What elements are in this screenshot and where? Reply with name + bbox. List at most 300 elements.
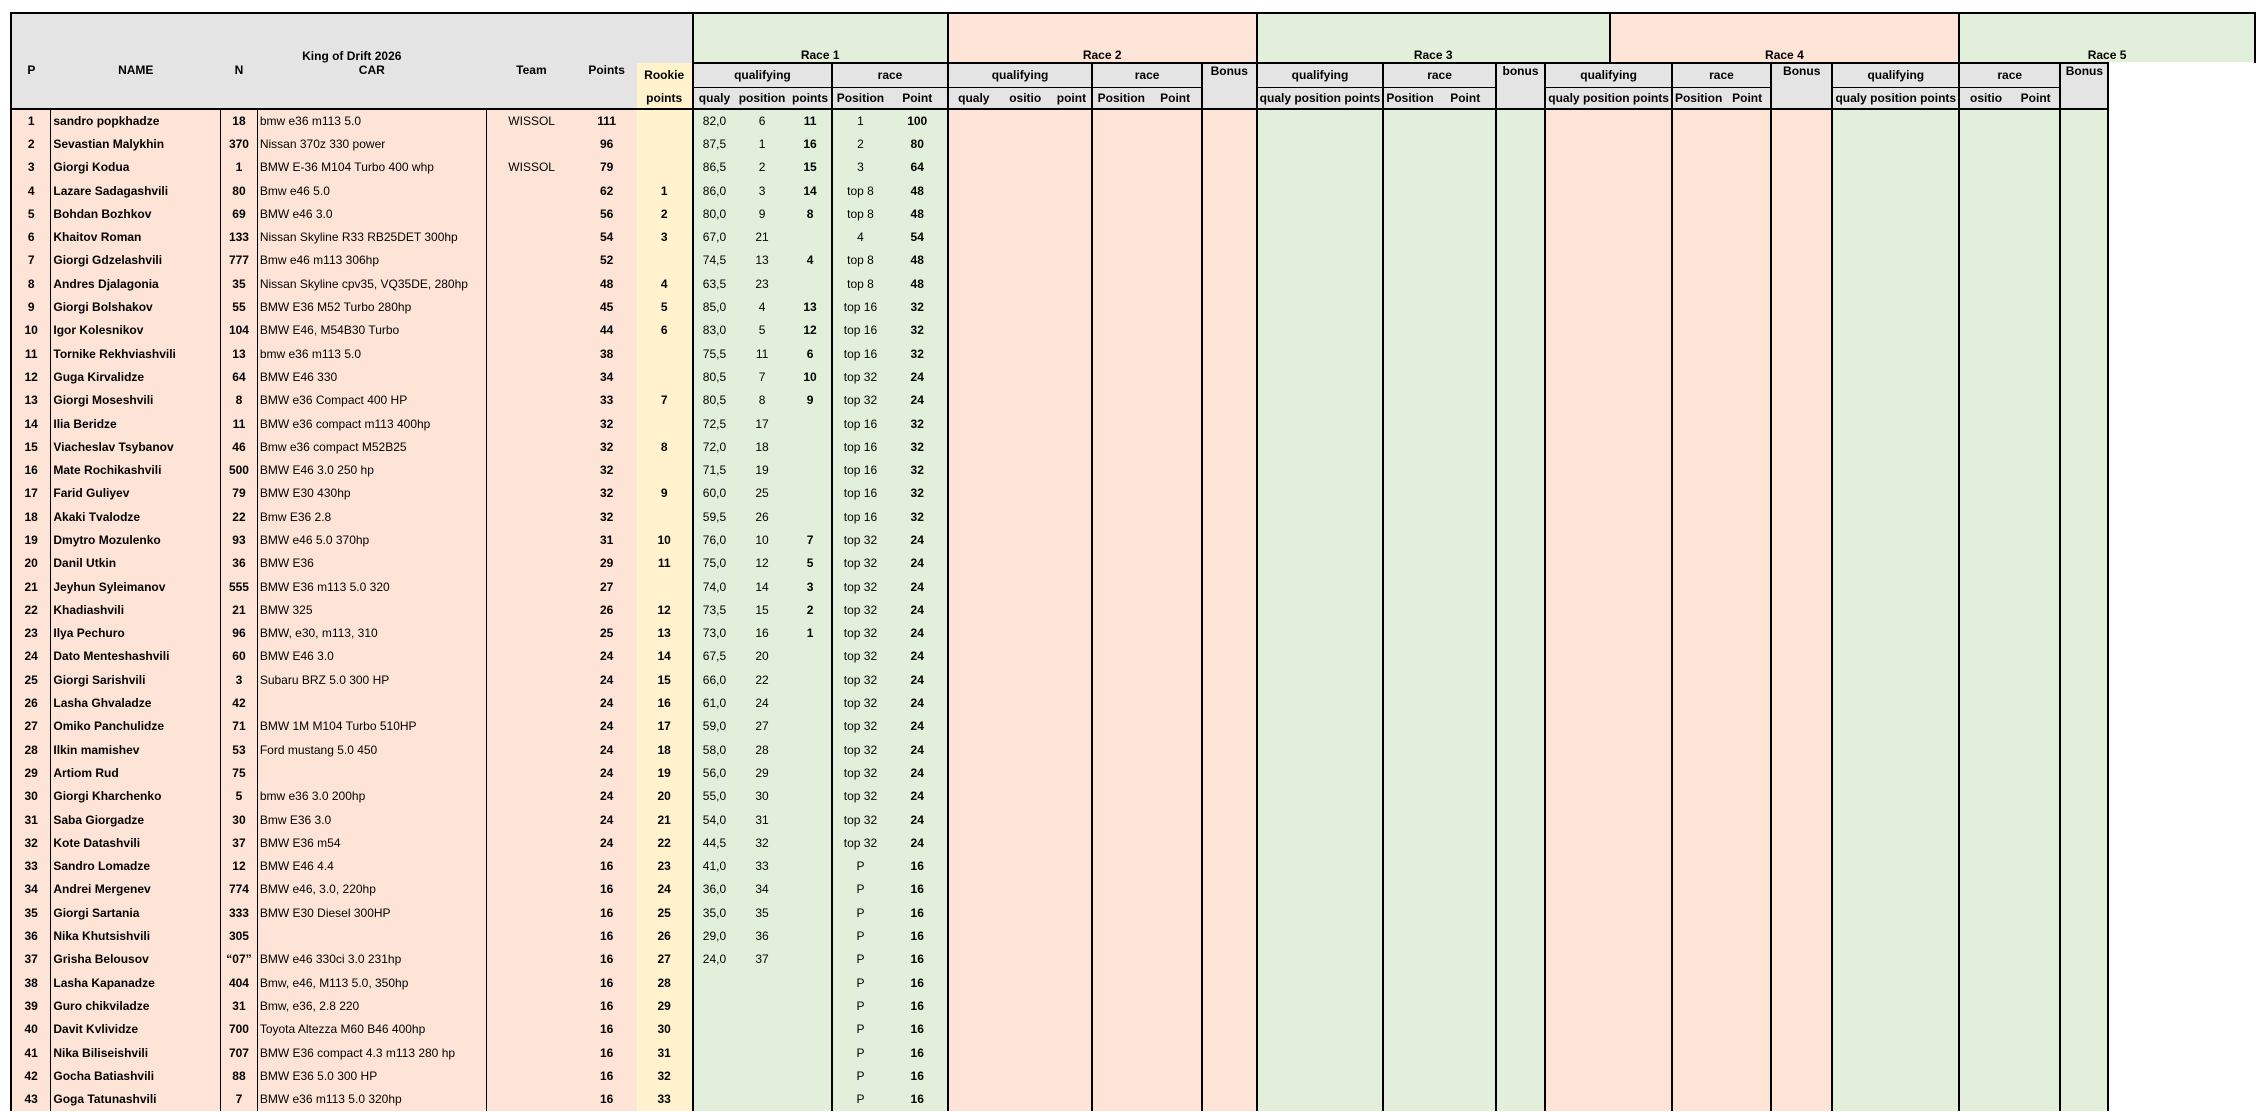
r1-qualy-position-cell: 10 bbox=[735, 528, 788, 551]
r4-bonus-cell bbox=[1771, 901, 1832, 924]
r3-qualy-cell bbox=[1257, 831, 1323, 854]
r1-qualy-position-cell: 22 bbox=[735, 668, 788, 691]
car-cell bbox=[257, 924, 486, 947]
r3-bonus-cell bbox=[1496, 249, 1546, 272]
r2-bonus-cell bbox=[1202, 808, 1257, 831]
r5-qualy-position-cell bbox=[1892, 505, 1959, 528]
r2-qualy-cell bbox=[948, 202, 999, 225]
r1-race-position-cell: P bbox=[832, 878, 887, 901]
r1-qualy-points-cell: 8 bbox=[789, 202, 833, 225]
name-cell: Mate Rochikashvili bbox=[51, 458, 221, 481]
r3-qualy-cell bbox=[1257, 1087, 1323, 1110]
table-row bbox=[11, 179, 2255, 202]
col-header-team: Team bbox=[486, 63, 576, 109]
car-cell: Bmw e46 m113 306hp bbox=[257, 249, 486, 272]
r2-qualy-cell bbox=[948, 761, 999, 784]
r3-race-point-cell bbox=[1436, 132, 1496, 155]
r5-race-position-cell bbox=[1959, 528, 2012, 551]
r2-qualy-position-cell bbox=[999, 505, 1052, 528]
r4-bonus-cell bbox=[1771, 552, 1832, 575]
r3-bonus-cell bbox=[1496, 272, 1546, 295]
r3-qualy-cell bbox=[1257, 225, 1323, 248]
r4-qualy-cell bbox=[1545, 691, 1609, 714]
r2-qualy-cell bbox=[948, 901, 999, 924]
r4-race-position-cell bbox=[1672, 715, 1724, 738]
r5-qualy-position-cell bbox=[1892, 971, 1959, 994]
r1-qualy-position-cell: 16 bbox=[735, 622, 788, 645]
r5-race-point-cell bbox=[2012, 412, 2060, 435]
table-row bbox=[11, 365, 2255, 388]
points-cell: 32 bbox=[577, 458, 637, 481]
r1-qualy-cell: 58,0 bbox=[693, 738, 736, 761]
r1-qualy-position-cell: 4 bbox=[735, 295, 788, 318]
r3-race-point-cell bbox=[1436, 272, 1496, 295]
r5-race-point-cell bbox=[2012, 994, 2060, 1017]
name-cell: Goga Tatunashvili bbox=[51, 1087, 221, 1110]
r2-qualy-cell bbox=[948, 622, 999, 645]
r2-qualy-cell bbox=[948, 179, 999, 202]
team-cell bbox=[486, 761, 576, 784]
r5-qualy-position-cell bbox=[1892, 1064, 1959, 1087]
r1-qualy-position-cell: 6 bbox=[735, 109, 788, 132]
r3-qualy-position-cell bbox=[1323, 1041, 1383, 1064]
position-cell: 34 bbox=[11, 878, 51, 901]
name-cell: Giorgi Sarishvili bbox=[51, 668, 221, 691]
r5-qualy-position-cell bbox=[1892, 1041, 1959, 1064]
r2-qualy-position-cell bbox=[999, 971, 1052, 994]
r1-race-point-cell: 100 bbox=[888, 109, 948, 132]
r5-qualy-cell bbox=[1832, 738, 1891, 761]
r4-bonus-cell bbox=[1771, 435, 1832, 458]
r3-qualy-position-cell bbox=[1323, 179, 1383, 202]
car-cell: Bmw E36 3.0 bbox=[257, 808, 486, 831]
r3-qualy-cell bbox=[1257, 365, 1323, 388]
r2-bonus-cell bbox=[1202, 645, 1257, 668]
r5-qualy-position-cell bbox=[1892, 994, 1959, 1017]
r1-race-point-cell: 32 bbox=[888, 412, 948, 435]
r3-qualy-cell bbox=[1257, 691, 1323, 714]
r5-qualy-cell bbox=[1832, 691, 1891, 714]
r2-bonus-cell bbox=[1202, 878, 1257, 901]
r5-bonus-cell bbox=[2060, 272, 2108, 295]
r2-qualy-points-cell bbox=[1052, 458, 1093, 481]
r4-race-position-cell bbox=[1672, 202, 1724, 225]
r5-race-position-cell bbox=[1959, 901, 2012, 924]
r5-qualy-cell bbox=[1832, 272, 1891, 295]
r3-race-point-header: Point bbox=[1436, 87, 1496, 109]
r2-qualy-position-cell bbox=[999, 831, 1052, 854]
r2-qualy-points-cell bbox=[1052, 552, 1093, 575]
r2-race-position-cell bbox=[1092, 225, 1149, 248]
r3-race-point-cell bbox=[1436, 295, 1496, 318]
table-row bbox=[11, 668, 2255, 691]
r4-bonus-cell bbox=[1771, 1064, 1832, 1087]
r4-qualy-position-cell bbox=[1610, 412, 1672, 435]
r5-race-point-cell bbox=[2012, 272, 2060, 295]
r5-bonus-cell bbox=[2060, 295, 2108, 318]
r5-bonus-cell bbox=[2060, 389, 2108, 412]
r1-race-position-cell: P bbox=[832, 994, 887, 1017]
name-cell: Khaitov Roman bbox=[51, 225, 221, 248]
r1-qualy-cell: 54,0 bbox=[693, 808, 736, 831]
r5-qualy-position-cell bbox=[1892, 575, 1959, 598]
r3-race-position-cell bbox=[1383, 738, 1435, 761]
r1-qualy-points-cell bbox=[789, 831, 833, 854]
r2-bonus-cell bbox=[1202, 855, 1257, 878]
r5-race-position-cell bbox=[1959, 132, 2012, 155]
r2-qualy-cell bbox=[948, 785, 999, 808]
r2-qualy-cell bbox=[948, 831, 999, 854]
r2-bonus-cell bbox=[1202, 994, 1257, 1017]
r1-race-point-cell: 24 bbox=[888, 785, 948, 808]
points-cell: 52 bbox=[577, 249, 637, 272]
r2-race-point-cell bbox=[1149, 156, 1202, 179]
r3-qualy-cell bbox=[1257, 412, 1323, 435]
position-cell: 32 bbox=[11, 831, 51, 854]
team-cell bbox=[486, 458, 576, 481]
r2-race-position-cell bbox=[1092, 435, 1149, 458]
r4-bonus-cell bbox=[1771, 715, 1832, 738]
r1-race-position-cell: P bbox=[832, 1087, 887, 1110]
r4-race-position-cell bbox=[1672, 225, 1724, 248]
r5-race-position-cell bbox=[1959, 1041, 2012, 1064]
r4-qualy-cell bbox=[1545, 598, 1609, 621]
table-row bbox=[11, 272, 2255, 295]
r4-qualy-position-cell bbox=[1610, 1041, 1672, 1064]
r3-race-point-cell bbox=[1436, 458, 1496, 481]
r1-race-point-cell: 16 bbox=[888, 855, 948, 878]
r3-race-position-cell bbox=[1383, 225, 1435, 248]
r4-bonus-cell bbox=[1771, 785, 1832, 808]
r4-qualy-position-cell bbox=[1610, 785, 1672, 808]
car-cell: Bmw e46 5.0 bbox=[257, 179, 486, 202]
r3-race-point-cell bbox=[1436, 249, 1496, 272]
r2-race-point-cell bbox=[1149, 691, 1202, 714]
r3-qualy-position-cell bbox=[1323, 319, 1383, 342]
name-cell: Lasha Ghvaladze bbox=[51, 691, 221, 714]
r2-race-position-cell bbox=[1092, 295, 1149, 318]
points-cell: 32 bbox=[577, 505, 637, 528]
r3-qualy-cell bbox=[1257, 598, 1323, 621]
r1-qualy-points-cell bbox=[789, 482, 833, 505]
r3-bonus-cell bbox=[1496, 505, 1546, 528]
r4-race-point-cell bbox=[1724, 225, 1771, 248]
points-cell: 44 bbox=[577, 319, 637, 342]
r3-bonus-cell bbox=[1496, 389, 1546, 412]
r2-qualy-cell bbox=[948, 552, 999, 575]
number-cell: 37 bbox=[221, 831, 258, 854]
r5-race-point-cell bbox=[2012, 342, 2060, 365]
r5-qualy-cell bbox=[1832, 878, 1891, 901]
r5-qualy-position-cell bbox=[1892, 715, 1959, 738]
r1-qualy-position-cell: 24 bbox=[735, 691, 788, 714]
number-cell: 36 bbox=[221, 552, 258, 575]
r5-race-point-cell bbox=[2012, 505, 2060, 528]
r5-qualy-cell bbox=[1832, 948, 1891, 971]
r4-race-position-cell bbox=[1672, 435, 1724, 458]
name-cell: Gocha Batiashvili bbox=[51, 1064, 221, 1087]
r3-qualy-position-cell bbox=[1323, 272, 1383, 295]
team-cell bbox=[486, 225, 576, 248]
r1-qualy-points-cell: 1 bbox=[789, 622, 833, 645]
r4-qualy-cell bbox=[1545, 319, 1609, 342]
r1-qualy-cell: 82,0 bbox=[693, 109, 736, 132]
r1-qualy-points-cell bbox=[789, 878, 833, 901]
r1-race-header: race bbox=[832, 63, 947, 87]
r5-qualy-cell bbox=[1832, 435, 1891, 458]
r3-qualy-position-cell bbox=[1323, 715, 1383, 738]
name-cell: Giorgi Sartania bbox=[51, 901, 221, 924]
r4-qualy-cell bbox=[1545, 365, 1609, 388]
r3-qualy-position-cell bbox=[1323, 1018, 1383, 1041]
r2-qualy-points-cell bbox=[1052, 598, 1093, 621]
r1-qualy-position-cell: 9 bbox=[735, 202, 788, 225]
table-row bbox=[11, 831, 2255, 854]
table-row bbox=[11, 948, 2255, 971]
rookie-points-cell: 26 bbox=[637, 924, 693, 947]
r1-race-point-cell: 24 bbox=[888, 761, 948, 784]
r1-race-point-cell: 32 bbox=[888, 458, 948, 481]
r4-bonus-cell bbox=[1771, 365, 1832, 388]
table-row bbox=[11, 878, 2255, 901]
r4-bonus-cell bbox=[1771, 202, 1832, 225]
number-cell: 777 bbox=[221, 249, 258, 272]
r3-race-position-cell bbox=[1383, 505, 1435, 528]
r4-race-point-cell bbox=[1724, 1018, 1771, 1041]
table-row bbox=[11, 156, 2255, 179]
r1-qualy-position-cell: 32 bbox=[735, 831, 788, 854]
number-cell: 88 bbox=[221, 1064, 258, 1087]
r4-race-position-cell bbox=[1672, 738, 1724, 761]
rookie-points-cell: 21 bbox=[637, 808, 693, 831]
r3-race-position-cell bbox=[1383, 109, 1435, 132]
r3-qualy-position-cell bbox=[1323, 1064, 1383, 1087]
r3-race-position-cell bbox=[1383, 342, 1435, 365]
r2-race-position-cell bbox=[1092, 948, 1149, 971]
table-row bbox=[11, 808, 2255, 831]
r3-race-position-cell bbox=[1383, 901, 1435, 924]
r2-qualy-cell bbox=[948, 808, 999, 831]
r1-race-position-cell: 2 bbox=[832, 132, 887, 155]
r4-race-position-cell bbox=[1672, 808, 1724, 831]
r3-bonus-cell bbox=[1496, 785, 1546, 808]
race-2-header: Race 2 bbox=[948, 13, 1257, 63]
r3-qualy-cell bbox=[1257, 924, 1323, 947]
r5-qualy-position-cell bbox=[1892, 668, 1959, 691]
r2-qualy-cell bbox=[948, 1018, 999, 1041]
position-cell: 33 bbox=[11, 855, 51, 878]
r3-race-point-cell bbox=[1436, 505, 1496, 528]
points-cell: 16 bbox=[577, 971, 637, 994]
r4-race-header: race bbox=[1672, 63, 1771, 87]
team-cell bbox=[486, 389, 576, 412]
team-cell bbox=[486, 738, 576, 761]
r1-qualy-position-cell: 3 bbox=[735, 179, 788, 202]
r1-race-position-cell: top 8 bbox=[832, 202, 887, 225]
r3-race-position-cell bbox=[1383, 458, 1435, 481]
rookie-points-cell: 30 bbox=[637, 1018, 693, 1041]
r3-race-position-cell bbox=[1383, 645, 1435, 668]
r3-qualy-position-cell bbox=[1323, 132, 1383, 155]
r5-bonus-cell bbox=[2060, 878, 2108, 901]
r5-qualy-position-cell bbox=[1892, 435, 1959, 458]
name-cell: Sandro Lomadze bbox=[51, 855, 221, 878]
r2-bonus-cell bbox=[1202, 365, 1257, 388]
r4-race-position-cell bbox=[1672, 1018, 1724, 1041]
r2-qualy-cell bbox=[948, 1041, 999, 1064]
position-cell: 23 bbox=[11, 622, 51, 645]
table-row bbox=[11, 482, 2255, 505]
number-cell: 96 bbox=[221, 622, 258, 645]
r1-qualy-position-cell bbox=[735, 971, 788, 994]
r5-bonus-cell bbox=[2060, 365, 2108, 388]
r5-race-point-cell bbox=[2012, 831, 2060, 854]
r3-race-point-cell bbox=[1436, 1018, 1496, 1041]
r3-race-point-cell bbox=[1436, 1087, 1496, 1110]
car-cell: Nissan 370z 330 power bbox=[257, 132, 486, 155]
rookie-points-cell: 16 bbox=[637, 691, 693, 714]
r5-race-point-cell bbox=[2012, 761, 2060, 784]
r2-race-point-cell bbox=[1149, 738, 1202, 761]
r2-qualy-points-cell bbox=[1052, 901, 1093, 924]
r3-race-position-cell bbox=[1383, 319, 1435, 342]
r1-qualy-cell: 36,0 bbox=[693, 878, 736, 901]
r3-race-position-cell bbox=[1383, 831, 1435, 854]
points-cell: 24 bbox=[577, 645, 637, 668]
r4-race-point-cell bbox=[1724, 505, 1771, 528]
number-cell: 555 bbox=[221, 575, 258, 598]
r1-qualy-cell: 75,0 bbox=[693, 552, 736, 575]
r4-race-point-cell bbox=[1724, 622, 1771, 645]
car-cell: BMW e36 m113 5.0 320hp bbox=[257, 1087, 486, 1110]
car-cell: Bmw, e36, 2.8 220 bbox=[257, 994, 486, 1017]
r1-qualy-points-cell bbox=[789, 715, 833, 738]
r5-qualy-position-cell bbox=[1892, 808, 1959, 831]
r2-qualy-position-cell bbox=[999, 179, 1052, 202]
r5-race-position-cell bbox=[1959, 808, 2012, 831]
r4-qualy-cell bbox=[1545, 412, 1609, 435]
r4-race-point-cell bbox=[1724, 924, 1771, 947]
r5-race-position-cell bbox=[1959, 179, 2012, 202]
r3-race-point-cell bbox=[1436, 761, 1496, 784]
r1-race-position-cell: top 16 bbox=[832, 295, 887, 318]
team-cell bbox=[486, 994, 576, 1017]
r1-race-point-cell: 24 bbox=[888, 808, 948, 831]
r4-race-position-header: Position bbox=[1672, 87, 1724, 109]
r2-race-point-cell bbox=[1149, 1018, 1202, 1041]
r5-race-point-cell bbox=[2012, 1064, 2060, 1087]
r4-race-position-cell bbox=[1672, 785, 1724, 808]
car-cell: Ford mustang 5.0 450 bbox=[257, 738, 486, 761]
car-cell: BMW E46, M54B30 Turbo bbox=[257, 319, 486, 342]
r1-qualy-points-cell: 9 bbox=[789, 389, 833, 412]
r2-race-position-cell bbox=[1092, 109, 1149, 132]
r5-qualy-cell bbox=[1832, 225, 1891, 248]
r3-qualy-cell bbox=[1257, 132, 1323, 155]
r2-bonus-cell bbox=[1202, 924, 1257, 947]
team-cell bbox=[486, 272, 576, 295]
r5-qualy-position-cell bbox=[1892, 528, 1959, 551]
position-cell: 29 bbox=[11, 761, 51, 784]
r5-race-point-cell bbox=[2012, 1018, 2060, 1041]
r2-qualy-position-cell bbox=[999, 225, 1052, 248]
r3-bonus-cell bbox=[1496, 831, 1546, 854]
r4-qualy-position-cell bbox=[1610, 156, 1672, 179]
number-cell: 80 bbox=[221, 179, 258, 202]
r2-race-point-cell bbox=[1149, 552, 1202, 575]
r4-race-position-cell bbox=[1672, 552, 1724, 575]
rookie-points-cell: 27 bbox=[637, 948, 693, 971]
r3-bonus-cell bbox=[1496, 948, 1546, 971]
r4-race-point-cell bbox=[1724, 738, 1771, 761]
r5-bonus-cell bbox=[2060, 109, 2108, 132]
rookie-points-cell: 32 bbox=[637, 1064, 693, 1087]
table-row bbox=[11, 622, 2255, 645]
r1-race-point-cell: 48 bbox=[888, 179, 948, 202]
r4-bonus-cell bbox=[1771, 458, 1832, 481]
r2-qualy-position-cell bbox=[999, 272, 1052, 295]
r1-race-position-cell: P bbox=[832, 855, 887, 878]
r5-race-header: race bbox=[1959, 63, 2060, 87]
r5-qualy-cell bbox=[1832, 901, 1891, 924]
r4-qualy-position-cell bbox=[1610, 808, 1672, 831]
points-cell: 38 bbox=[577, 342, 637, 365]
r2-bonus-cell bbox=[1202, 225, 1257, 248]
r1-race-position-cell: P bbox=[832, 971, 887, 994]
r3-qualifying-header: qualifying bbox=[1257, 63, 1384, 87]
car-cell: BMW E36 m113 5.0 320 bbox=[257, 575, 486, 598]
r5-qualy-cell bbox=[1832, 412, 1891, 435]
r5-bonus-cell bbox=[2060, 156, 2108, 179]
r4-race-position-cell bbox=[1672, 482, 1724, 505]
r5-qualy-position-cell bbox=[1892, 109, 1959, 132]
number-cell: 42 bbox=[221, 691, 258, 714]
r1-qualy-position-cell: 5 bbox=[735, 319, 788, 342]
r5-race-position-cell bbox=[1959, 575, 2012, 598]
r1-race-position-cell: top 16 bbox=[832, 412, 887, 435]
r3-qualy-position-cell bbox=[1323, 668, 1383, 691]
r2-race-position-cell bbox=[1092, 855, 1149, 878]
r4-qualy-cell bbox=[1545, 1087, 1609, 1110]
r4-race-point-cell bbox=[1724, 295, 1771, 318]
r3-qualy-position-cell bbox=[1323, 156, 1383, 179]
number-cell: 71 bbox=[221, 715, 258, 738]
r1-qualy-cell: 87,5 bbox=[693, 132, 736, 155]
r1-race-point-cell: 32 bbox=[888, 482, 948, 505]
r1-race-point-cell: 24 bbox=[888, 831, 948, 854]
r1-position-header: position bbox=[735, 87, 788, 109]
position-cell: 28 bbox=[11, 738, 51, 761]
r2-race-point-cell bbox=[1149, 598, 1202, 621]
r5-bonus-cell bbox=[2060, 342, 2108, 365]
r3-bonus-cell bbox=[1496, 319, 1546, 342]
r1-qualy-cell: 85,0 bbox=[693, 295, 736, 318]
r2-qualy-cell bbox=[948, 994, 999, 1017]
r3-bonus-cell bbox=[1496, 552, 1546, 575]
r3-qualy-position-cell bbox=[1323, 458, 1383, 481]
r2-qualy-cell bbox=[948, 575, 999, 598]
r3-qualy-position-cell bbox=[1323, 412, 1383, 435]
number-cell: 774 bbox=[221, 878, 258, 901]
r5-bonus-cell bbox=[2060, 319, 2108, 342]
r5-bonus-cell bbox=[2060, 552, 2108, 575]
r5-qualy-position-cell bbox=[1892, 389, 1959, 412]
r5-bonus-cell bbox=[2060, 668, 2108, 691]
number-cell: 69 bbox=[221, 202, 258, 225]
r1-race-position-cell: top 32 bbox=[832, 575, 887, 598]
r1-qualy-cell: 80,0 bbox=[693, 202, 736, 225]
r5-race-position-cell bbox=[1959, 272, 2012, 295]
